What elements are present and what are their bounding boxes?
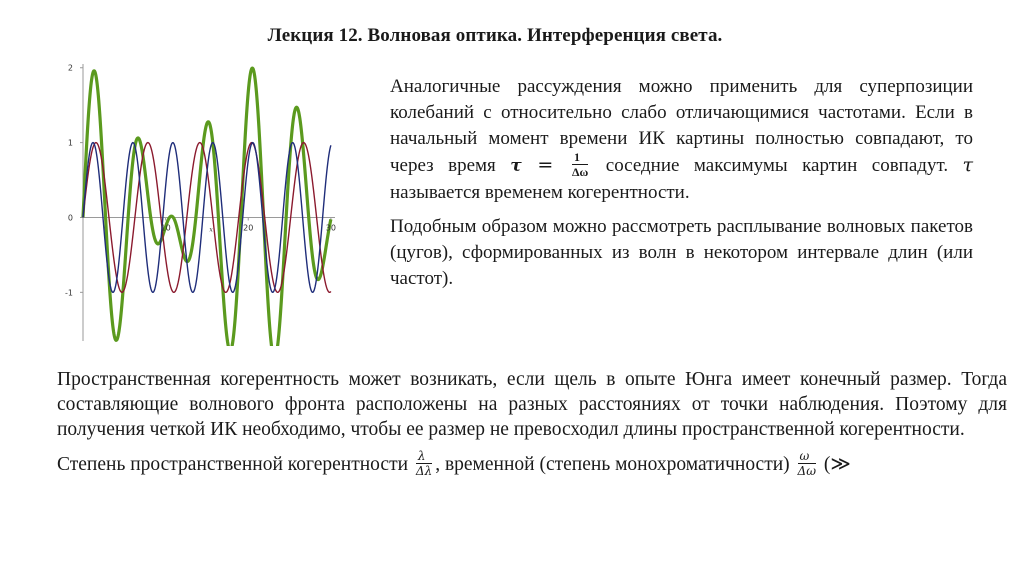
y-tick-label: -1 xyxy=(65,288,73,298)
series-green-sum-line xyxy=(83,68,331,346)
fraction-omega: $\frac{\omega}{\Delta\omega}$ xyxy=(797,449,816,479)
fraction-lambda: $\frac{\lambda}{\Delta\lambda}$ xyxy=(415,449,433,479)
paragraph-coherence-degree: Степень пространственной когерентности $\frac{\lambda}{\Delta\lambda}$ , временной (степень монохроматичности) $\frac{\omega}{\Delta\omega}$ (≫ xyxy=(57,449,851,479)
wave-superposition-chart xyxy=(45,56,345,346)
paragraph-spatial-coherence: Пространственная когерентность может возникать, если щель в опыте Юнга имеет конечный размер. Тогда составляющие волнового фронта расположены на разных расстояниях от точки наблюдения. Поэтому для получения четкой ИК необходимо, чтобы ее размер не превосходил длины пространственной когерентности. xyxy=(57,369,1007,440)
y-tick-label: 1 xyxy=(67,138,73,148)
x-tick-label: 30 xyxy=(325,223,336,233)
x-axis-letter: x xyxy=(209,226,213,234)
tau-inline: τ xyxy=(962,154,974,176)
y-tick-label: 2 xyxy=(67,63,73,73)
bottom-text-block xyxy=(57,367,1007,479)
slide-title: Лекция 12. Волновая оптика. Интерференция света. xyxy=(267,25,723,46)
paragraph-coherence-time: Аналогичные рассуждения можно применить для суперпозиции колебаний с относительно слабо отличающимися частотами. Если в начальный момент времени ИК картины полностью совпадают, то через время τ = $\frac{1}{\Delta\omega}$ соседние максимумы картин совпадут. τ называется временем когерентности. xyxy=(390,76,974,204)
right-text-block xyxy=(390,74,973,292)
x-tick-label: 20 xyxy=(243,223,254,233)
x-tick-label: 10 xyxy=(160,223,171,233)
y-tick-label: 0 xyxy=(67,213,73,223)
fraction-one-over-delta-omega: $\frac{1}{\Delta\omega}$ xyxy=(572,150,589,180)
paragraph-wave-packets: Подобным образом можно рассмотреть расплывание волновых пакетов (цугов), сформированных из волн в некотором интервале длин (или частот). xyxy=(390,216,973,290)
tau-symbol: τ xyxy=(510,156,522,176)
